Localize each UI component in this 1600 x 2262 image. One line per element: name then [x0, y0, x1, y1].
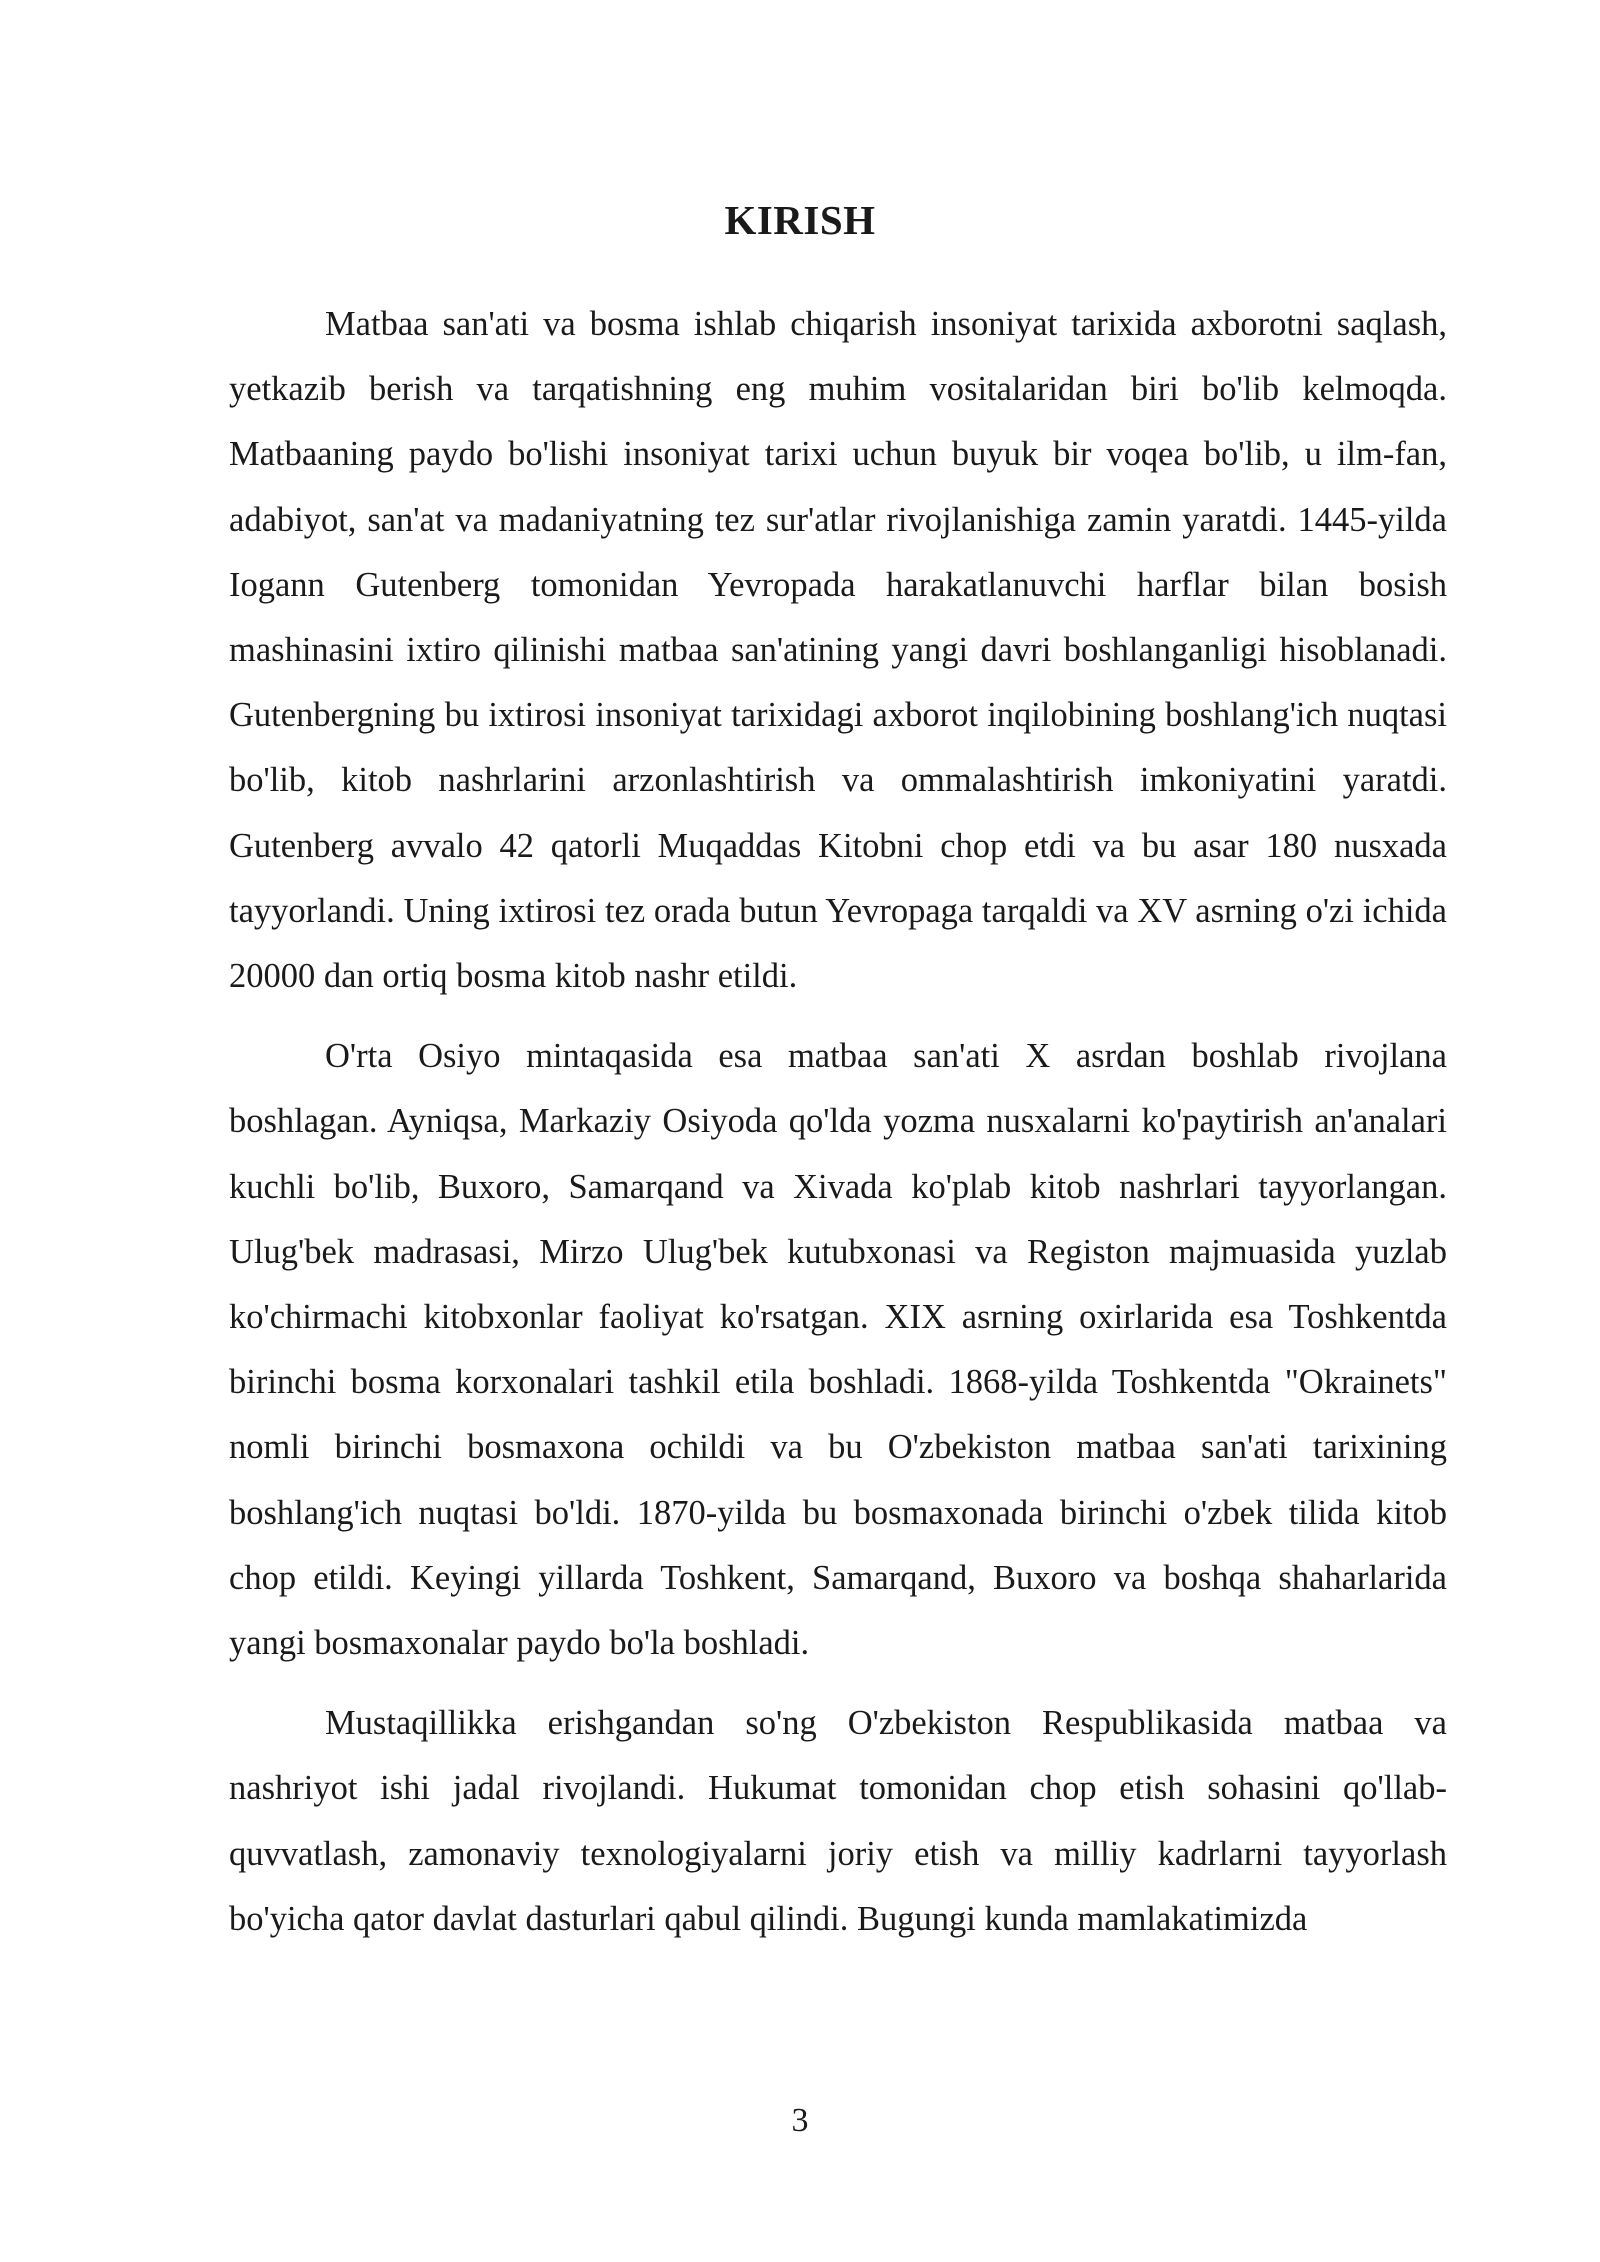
paragraph-3: Mustaqillikka erishgandan so'ng O'zbekiston Respublikasida matbaa va nashriyot ishi jadal rivojlandi. Hukumat tomonidan chop etish sohasini qo'llab-quvvatlash, zamonaviy texnologiyalarni joriy etish va milliy kadrlarni tayyorlash bo'yicha qator davlat dasturlari qabul qilindi. Bugungi kunda mamlakatimizda [229, 1704, 1447, 1938]
paragraph-2: O'rta Osiyo mintaqasida esa matbaa san'ati X asrdan boshlab rivojlana boshlagan. Ayniqsa, Markaziy Osiyoda qo'lda yozma nusxalarni ko'paytirish an'analari kuchli bo'lib, Buxoro, Samarqand va Xivada ko'plab kitob nashrlari tayyorlangan. Ulug'bek madrasasi, Mirzo Ulug'bek kutubxonasi va Registon majmuasida yuzlab ko'chirmachi kitobxonlar faoliyat ko'rsatgan. XIX asrning oxirlarida esa Toshkentda birinchi bosma korxonalari tashkil etila boshladi. 1868-yilda Toshkentda "Okrainets" nomli birinchi bosmaxona ochildi va bu O'zbekiston matbaa san'ati tarixining boshlang'ich nuqtasi bo'ldi. 1870-yilda bu bosmaxonada birinchi o'zbek tilida kitob chop etildi. Keyingi yillarda Toshkent, Samarqand, Buxoro va boshqa shaharlarida yangi bosmaxonalar paydo bo'la boshladi. [229, 1037, 1447, 1663]
paragraph-1: Matbaa san'ati va bosma ishlab chiqarish insoniyat tarixida axborotni saqlash, yetkazib berish va tarqatishning eng muhim vositalaridan biri bo'lib kelmoqda. Matbaaning paydo bo'lishi insoniyat tarixi uchun buyuk bir voqea bo'lib, u ilm-fan, adabiyot, san'at va madaniyatning tez sur'atlar rivojlanishiga zamin yaratdi. 1445-yilda Iogann Gutenberg tomonidan Yevropada harakatlanuvchi harflar bilan bosish mashinasini ixtiro qilinishi matbaa san'atining yangi davri boshlanganligi hisoblanadi. Gutenbergning bu ixtirosi insoniyat tarixidagi axborot inqilobining boshlang'ich nuqtasi bo'lib, kitob nashrlarini arzonlashtirish va ommalashtirish imkoniyatini yaratdi. Gutenberg avvalo 42 qatorli Muqaddas Kitobni chop etdi va bu asar 180 nusxada tayyorlandi. Uning ixtirosi tez orada butun Yevropaga tarqaldi va XV asrning o'zi ichida 20000 dan ortiq bosma kitob nashr etildi. [229, 305, 1447, 996]
page-number: 3 [791, 2102, 809, 2139]
section-title: KIRISH [724, 197, 876, 243]
body-text [229, 292, 1447, 1952]
